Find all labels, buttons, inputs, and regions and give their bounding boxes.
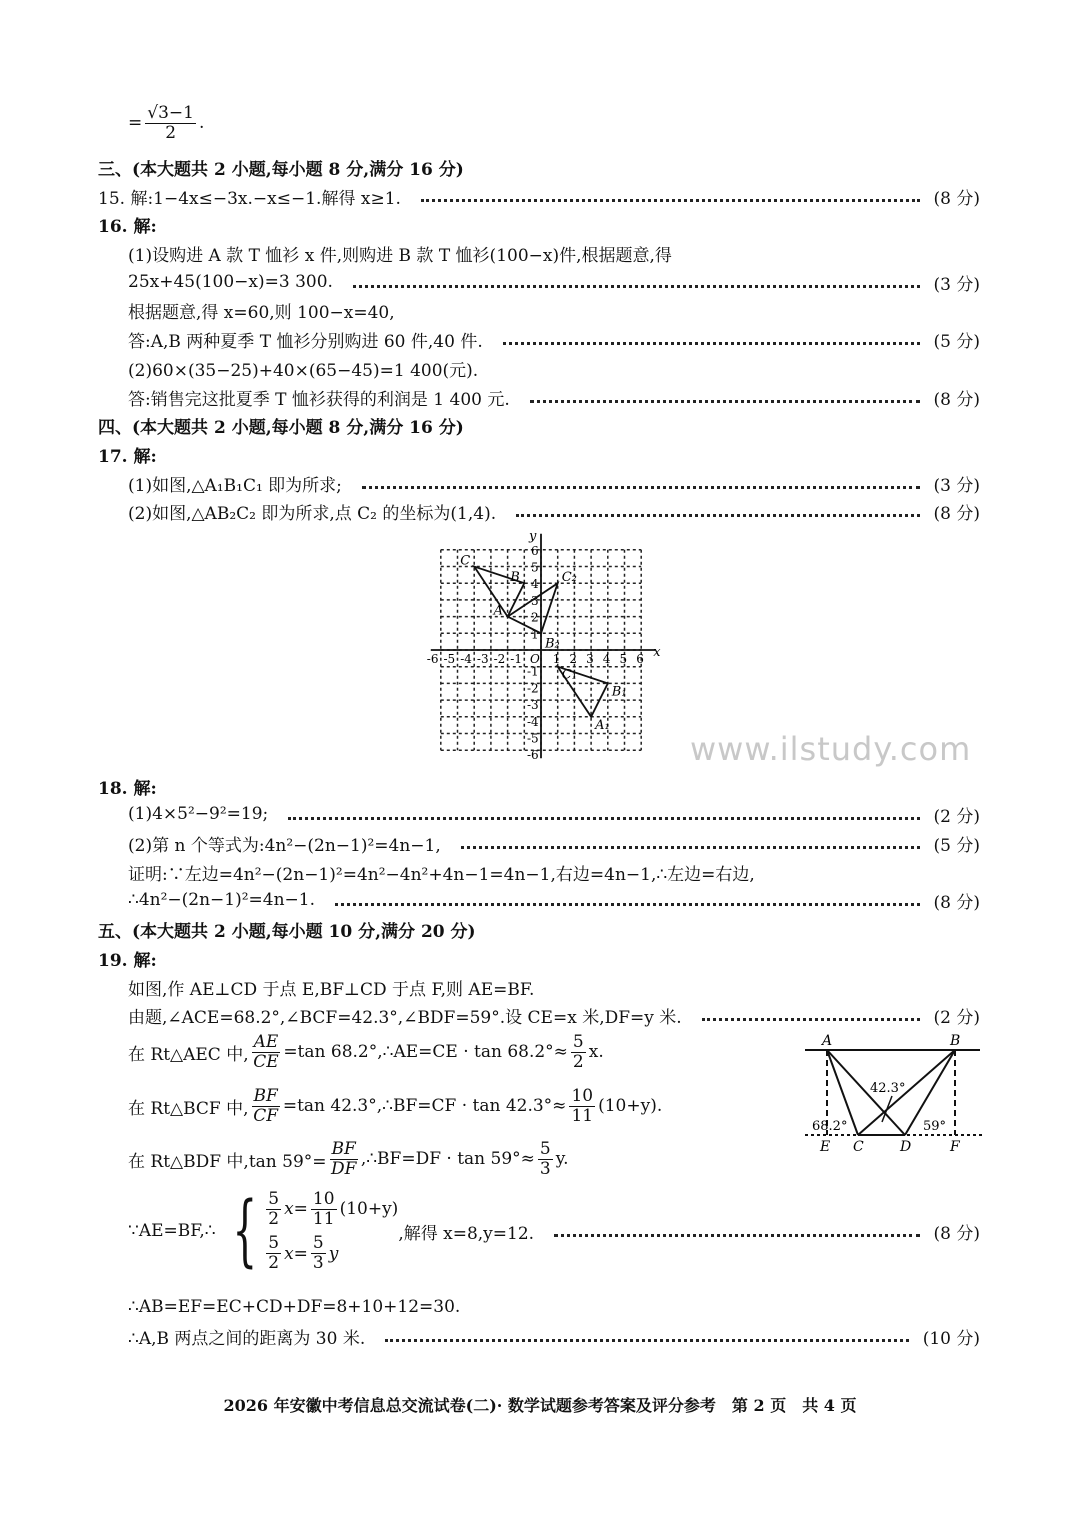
- q17-line2: [128, 497, 980, 525]
- leader-dots: [554, 1234, 919, 1237]
- vertex-label: B₁: [611, 684, 627, 700]
- brace: {: [232, 1186, 257, 1277]
- text: =tan 42.3°,∴BF=CF · tan 42.3°≈: [282, 1096, 567, 1117]
- fraction: [569, 1087, 595, 1125]
- x-tick-label: -3: [476, 652, 489, 666]
- denominator: 2: [165, 122, 177, 143]
- text: (1)4×5²−9²=19;: [128, 804, 269, 824]
- q17-head: 17. 解:: [98, 446, 157, 467]
- q16-line1: (1)设购进 A 款 T 恤衫 x 件,则购进 B 款 T 恤衫(100−x)件,根据题意,得: [128, 245, 672, 266]
- numerator: 10: [312, 1189, 335, 1209]
- leader-dots: [530, 400, 920, 403]
- denominator: 11: [312, 1208, 335, 1229]
- text: (2)如图,△AB₂C₂ 即为所求,点 C₂ 的坐标为(1,4).: [128, 503, 497, 524]
- leader-dots: [362, 486, 920, 489]
- text: (2)第 n 个等式为:4n²−(2n−1)²=4n−1,: [128, 835, 441, 856]
- leader-dots: [353, 285, 920, 288]
- y-tick-label: -2: [527, 681, 539, 696]
- denominator: 3: [312, 1253, 324, 1274]
- geometry-figure: [800, 1030, 990, 1155]
- q15-text: 15. 解:1−4x≤−3x.−x≤−1.解得 x≥1.: [98, 188, 401, 209]
- score: (8 分): [933, 1223, 980, 1244]
- text: ∴4n²−(2n−1)²=4n−1.: [128, 890, 316, 910]
- y-tick-label: 2: [531, 610, 539, 625]
- text: =tan 68.2°,∴AE=CE · tan 68.2°≈: [283, 1042, 568, 1063]
- fraction: [330, 1140, 358, 1178]
- numerator: 5: [312, 1233, 324, 1254]
- denominator: DF: [330, 1158, 357, 1179]
- numerator: 5: [268, 1189, 280, 1209]
- text: 答:A,B 两种夏季 T 恤衫分别购进 60 件,40 件.: [128, 331, 483, 352]
- leader-dots: [516, 514, 919, 517]
- y-tick-label: 3: [531, 593, 539, 608]
- y-tick-label: -4: [527, 714, 539, 729]
- text: ∴A,B 两点之间的距离为 30 米.: [128, 1328, 366, 1349]
- leader-dots: [503, 342, 920, 345]
- label-c: C: [853, 1139, 864, 1155]
- text: (10+y).: [598, 1096, 663, 1117]
- x-tick-label: -5: [443, 652, 456, 666]
- q18-line2: [128, 829, 980, 857]
- fraction: [252, 1033, 281, 1071]
- score: (8 分): [933, 188, 980, 209]
- text: 在 Rt△BCF 中,: [128, 1098, 249, 1119]
- denominator: 11: [571, 1105, 594, 1126]
- vertex-label: A: [493, 603, 503, 619]
- leader-dots: [421, 199, 920, 202]
- equation-system: [220, 1186, 399, 1277]
- denominator: CF: [253, 1105, 279, 1126]
- fraction: [252, 1087, 280, 1125]
- vertex-label: A₁: [595, 717, 610, 733]
- fraction: [145, 104, 196, 142]
- score: (2 分): [933, 806, 980, 827]
- q19-line7: ∴AB=EF=EC+CD+DF=8+10+12=30.: [128, 1297, 461, 1317]
- score: (3 分): [933, 274, 980, 295]
- numerator: BF: [331, 1139, 356, 1159]
- score: (5 分): [933, 331, 980, 352]
- y-tick-label: 4: [531, 577, 539, 592]
- q16-line4: [128, 325, 980, 353]
- equation-2: [263, 1234, 398, 1272]
- text: 在 Rt△BDF 中,tan 59°=: [128, 1151, 327, 1172]
- coordinate-grid-figure: [415, 530, 665, 770]
- q19-head: 19. 解:: [98, 950, 157, 971]
- q16-line5: (2)60×(35−25)+40×(65−45)=1 400(元).: [128, 360, 479, 381]
- fraction: [538, 1140, 553, 1178]
- angle-label-59: 59°: [923, 1119, 947, 1134]
- vertex-label: B: [510, 570, 520, 586]
- x-tick-label: 3: [586, 652, 594, 666]
- x-tick-label: -1: [510, 652, 523, 666]
- score: (2 分): [933, 1007, 980, 1028]
- text: ,∴BF=DF · tan 59°≈: [360, 1149, 535, 1170]
- page-footer: 2026 年安徽中考信息总交流试卷(二)· 数学试题参考答案及评分参考 第 2 页 共 4 页: [223, 1396, 857, 1415]
- numerator: 5: [268, 1233, 280, 1254]
- denominator: CE: [253, 1051, 279, 1072]
- x-tick-label: 2: [569, 652, 578, 666]
- q16-line3: 根据题意,得 x=60,则 100−x=40,: [128, 302, 395, 323]
- q19-line2: [128, 1001, 980, 1029]
- q15-line: [98, 182, 980, 210]
- leader-dots: [385, 1339, 908, 1342]
- vertex-label: B₂: [545, 636, 560, 652]
- leader-dots: [461, 846, 920, 849]
- y-tick-label: -5: [527, 731, 539, 746]
- label-e: E: [820, 1139, 831, 1155]
- text: 由题,∠ACE=68.2°,∠BCF=42.3°,∠BDF=59°.设 CE=x 米,DF=y 米.: [128, 1007, 682, 1028]
- section-5-heading: 五、(本大题共 2 小题,每小题 10 分,满分 20 分): [98, 921, 476, 942]
- q18-line3: 证明:∵左边=4n²−(2n−1)²=4n²−4n²+4n−1=4n−1,右边=4n−1,∴左边=右边,: [128, 864, 755, 885]
- x-tick-label: 6: [636, 652, 644, 666]
- result-line: [128, 104, 980, 142]
- text: x.: [588, 1042, 604, 1063]
- numerator: AE: [253, 1032, 279, 1052]
- equals: =: [128, 113, 143, 134]
- text: y: [328, 1243, 339, 1264]
- section-3-heading: 三、(本大题共 2 小题,每小题 8 分,满分 16 分): [98, 159, 464, 180]
- y-tick-label: 5: [531, 560, 539, 575]
- vertex-label: C: [460, 553, 471, 569]
- x-tick-label: 4: [602, 652, 611, 666]
- text: 在 Rt△AEC 中,: [128, 1044, 249, 1065]
- x-tick-label: -6: [426, 652, 439, 666]
- numerator: 5: [572, 1032, 584, 1052]
- y-tick-label: 1: [531, 627, 539, 642]
- q19-line8: [128, 1322, 980, 1350]
- denominator: 2: [572, 1051, 584, 1072]
- denominator: 2: [268, 1208, 280, 1229]
- text: 答:销售完这批夏季 T 恤衫获得的利润是 1 400 元.: [128, 389, 510, 410]
- y-axis-label: y: [529, 530, 537, 544]
- leader-dots: [335, 903, 919, 906]
- x-tick-label: -4: [460, 652, 472, 666]
- text: (10+y): [339, 1199, 399, 1220]
- text: x=: [284, 1243, 308, 1264]
- text: (1)如图,△A₁B₁C₁ 即为所求;: [128, 475, 342, 496]
- x-tick-label: 1: [552, 652, 561, 666]
- y-tick-label: -1: [527, 664, 539, 679]
- q17-line1: [128, 469, 980, 497]
- x-axis-label: x: [653, 645, 661, 660]
- score: (10 分): [922, 1328, 980, 1349]
- score: (3 分): [933, 475, 980, 496]
- text: y.: [555, 1149, 569, 1170]
- label-f: F: [950, 1139, 960, 1155]
- denominator: 2: [268, 1253, 280, 1274]
- equation-1: [263, 1190, 398, 1228]
- denominator: 3: [539, 1158, 551, 1179]
- y-tick-label: 6: [531, 543, 539, 558]
- fraction: [571, 1033, 586, 1071]
- numerator: 5: [539, 1139, 551, 1159]
- label-a: A: [822, 1033, 833, 1049]
- q18-line4: [128, 886, 980, 914]
- y-tick-label: -3: [527, 698, 539, 713]
- q16-line2: [128, 268, 980, 296]
- score: (8 分): [933, 892, 980, 913]
- y-tick-label: -6: [527, 748, 539, 763]
- period: .: [198, 113, 205, 134]
- score: (8 分): [933, 389, 980, 410]
- vertex-label: C₂: [561, 570, 577, 586]
- label-b: B: [950, 1033, 961, 1049]
- q18-head: 18. 解:: [98, 778, 157, 799]
- leader-dots: [702, 1018, 920, 1021]
- text: x=: [284, 1199, 308, 1220]
- numerator: √3−1: [147, 103, 194, 123]
- q16-line6: [128, 383, 980, 411]
- section-4-heading: 四、(本大题共 2 小题,每小题 8 分,满分 16 分): [98, 417, 464, 438]
- text: 25x+45(100−x)=3 300.: [128, 272, 333, 292]
- vertex-label: C₁: [561, 667, 577, 683]
- text: ∵AE=BF,∴: [128, 1221, 216, 1242]
- angle-label-68: 68.2°: [812, 1119, 848, 1134]
- q16-head: 16. 解:: [98, 216, 157, 237]
- x-tick-label: -2: [493, 652, 506, 666]
- leader-dots: [288, 817, 919, 820]
- origin-label: O: [530, 652, 540, 666]
- q18-line1: [128, 800, 980, 828]
- numerator: BF: [253, 1086, 278, 1106]
- watermark: www.ilstudy.com: [690, 730, 972, 768]
- label-d: D: [900, 1139, 912, 1155]
- q19-line1: 如图,作 AE⊥CD 于点 E,BF⊥CD 于点 F,则 AE=BF.: [128, 979, 535, 1000]
- numerator: 10: [571, 1086, 594, 1106]
- q19-line6: [128, 1186, 980, 1277]
- angle-label-42: 42.3°: [870, 1081, 906, 1096]
- text: ,解得 x=8,y=12.: [398, 1223, 535, 1244]
- score: (8 分): [933, 503, 980, 524]
- score: (5 分): [933, 835, 980, 856]
- x-tick-label: 5: [619, 652, 628, 666]
